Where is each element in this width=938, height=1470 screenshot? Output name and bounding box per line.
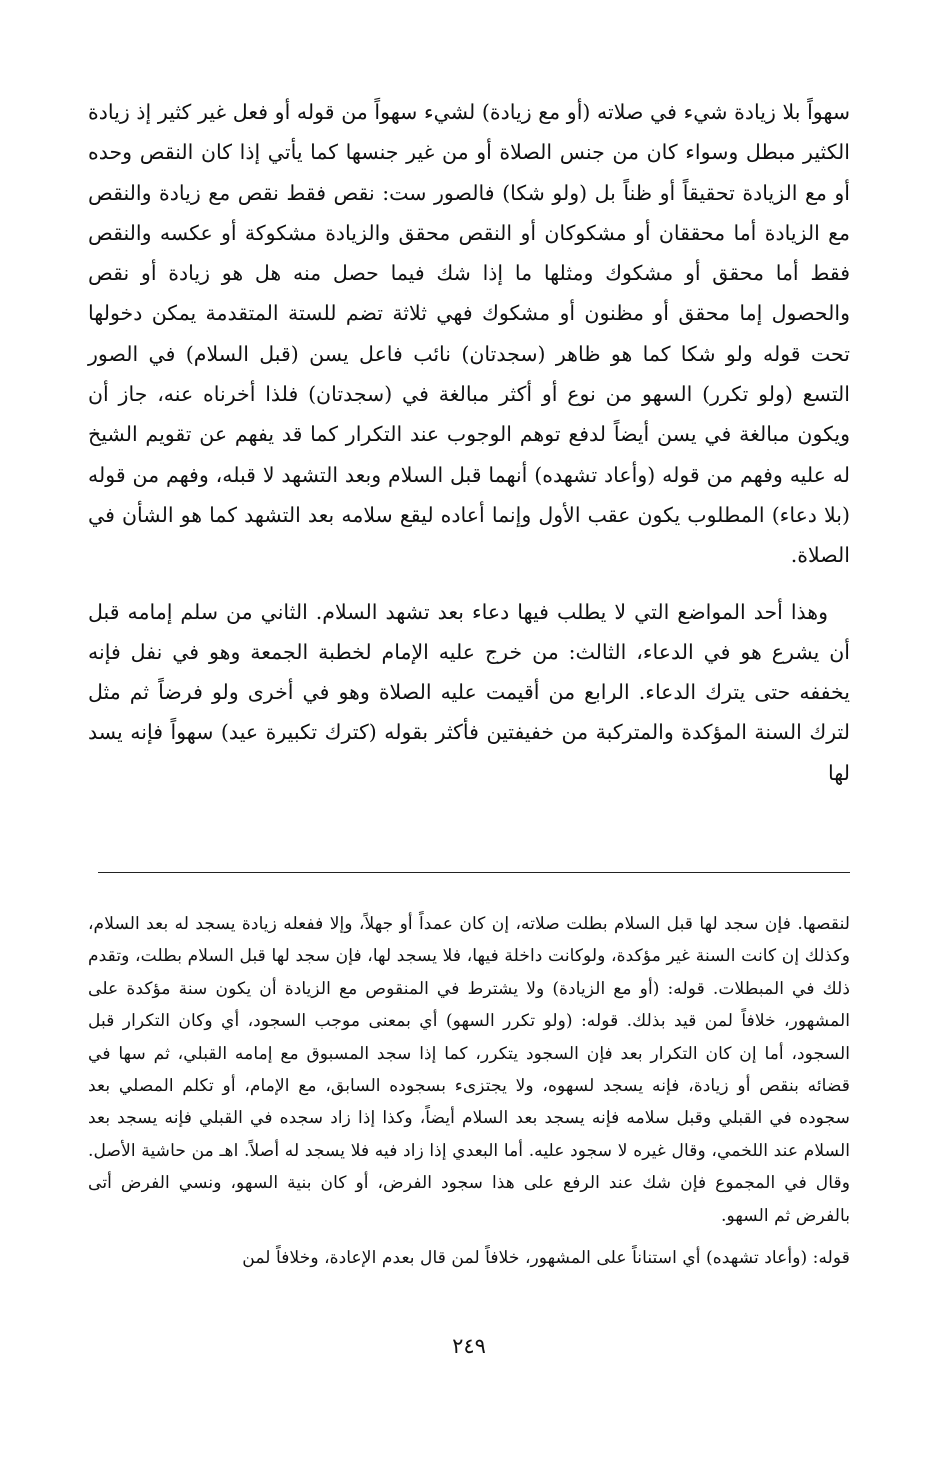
- footnote-paragraph-1: لنقصها. فإن سجد لها قبل السلام بطلت صلاته، إن كان عمداً أو جهلاً، وإلا ففعله زيادة يسجد له بعد السلام، وكذلك إن كانت السنة غير مؤكدة، ولوكانت داخلة فيها، فلا يسجد لها، فإن سجد لها قبل السلام بطلت، وتقدم ذلك في المبطلات. قوله: (أو مع الزيادة) ولا يشترط في المنقوص مع الزيادة أن يكون سنة مؤكدة على المشهور، خلافاً لمن قيد بذلك. قوله: (ولو تكرر السهو) أي بمعنى موجب السجود، أي وكان التكرار قبل السجود، أما إن كان التكرار بعد فإن السجود يتكرر، كما إذا سجد المسبوق مع إمامه القبلي، ثم سها في قضائه بنقص أو زيادة، فإنه يسجد لسهوه، ولا يجتزىء بسجوده السابق، مع الإمام، أو تكلم المصلي بعد سجوده في القبلي وقبل سلامه فإنه يسجد بعد السلام أيضاً، وكذا إذا زاد سجده في القبلي فإنه يسجد بعد السلام عند اللخمي، وقال غيره لا سجود عليه. أما البعدي إذا زاد فيه فلا يسجد له أصلاً. اهـ من حاشية الأصل. وقال في المجموع فإن شك عند الرفع على هذا سجود الفرض، أو كان بنية السهو، ونسي الفرض أتى بالفرض ثم السهو.: [88, 914, 851, 1226]
- footnotes-section: [88, 908, 850, 1274]
- footnote-divider: [98, 872, 850, 873]
- page-number: ٢٤٩: [452, 1334, 486, 1358]
- page-content: [88, 92, 851, 1269]
- main-paragraph-2: وهذا أحد المواضع التي لا يطلب فيها دعاء بعد تشهد السلام. الثاني من سلم إمامه قبل أن يشرع هو في الدعاء، الثالث: من خرج عليه الإمام لخطبة الجمعة وهو في نفل فإنه يخففه حتى يترك الدعاء. الرابع من أقيمت عليه الصلاة وهو في أخرى ولو فرضاً ثم مثل لترك السنة المؤكدة والمتركبة من خفيفتين فأكثر بقوله (كترك تكبيرة عيد) سهواً فإنه يسد لها: [88, 599, 850, 785]
- main-paragraph-1: سهواً بلا زيادة شيء في صلاته (أو مع زيادة) لشيء سهواً من قوله أو فعل غير كثير إذ زيادة الكثير مبطل وسواء كان من جنس الصلاة أو من غير جنسها كما يأتي إذا كان النقص وحده أو مع الزيادة تحقيقاً أو ظناً بل (ولو شكا) فالصور ست: نقص فقط نقص مع زيادة والنقص مع الزيادة أما محققان أو مشكوكان أو النقص محقق والزيادة مشكوكة أو عكسه والنقص فقط أما محقق أو مشكوك ومثلها ما إذا شك فيما حصل منه هل هو زيادة أو نقص والحصول إما محقق أو مظنون أو مشكوك فهي ثلاثة تضم للستة المتقدمة يمكن دخولها تحت قوله ولو شكا كما هو ظاهر (سجدتان) نائب فاعل يسن (قبل السلام) في الصور التسع (ولو تكرر) السهو من نوع أو أكثر مبالغة في (سجدتان) فلذا أخرناه عنه، جاز أن ويكون مبالغة في يسن أيضاً لدفع توهم الوجوب عند التكرار كما قد يفهم عن تقويم الشيخ له عليه وفهم من قوله (وأعاد تشهده) أنهما قبل السلام وبعد التشهد لا قبله، وفهم من قوله (بلا دعاء) المطلوب يكون عقب الأول وإنما أعاده ليقع سلامه بعد التشهد كما هو الشأن في الصلاة.: [88, 100, 850, 568]
- footnote-paragraph-2: قوله: (وأعاد تشهده) أي استناناً على المشهور، خلافاً لمن قال بعدم الإعادة، وخلافاً لمن: [242, 1248, 850, 1269]
